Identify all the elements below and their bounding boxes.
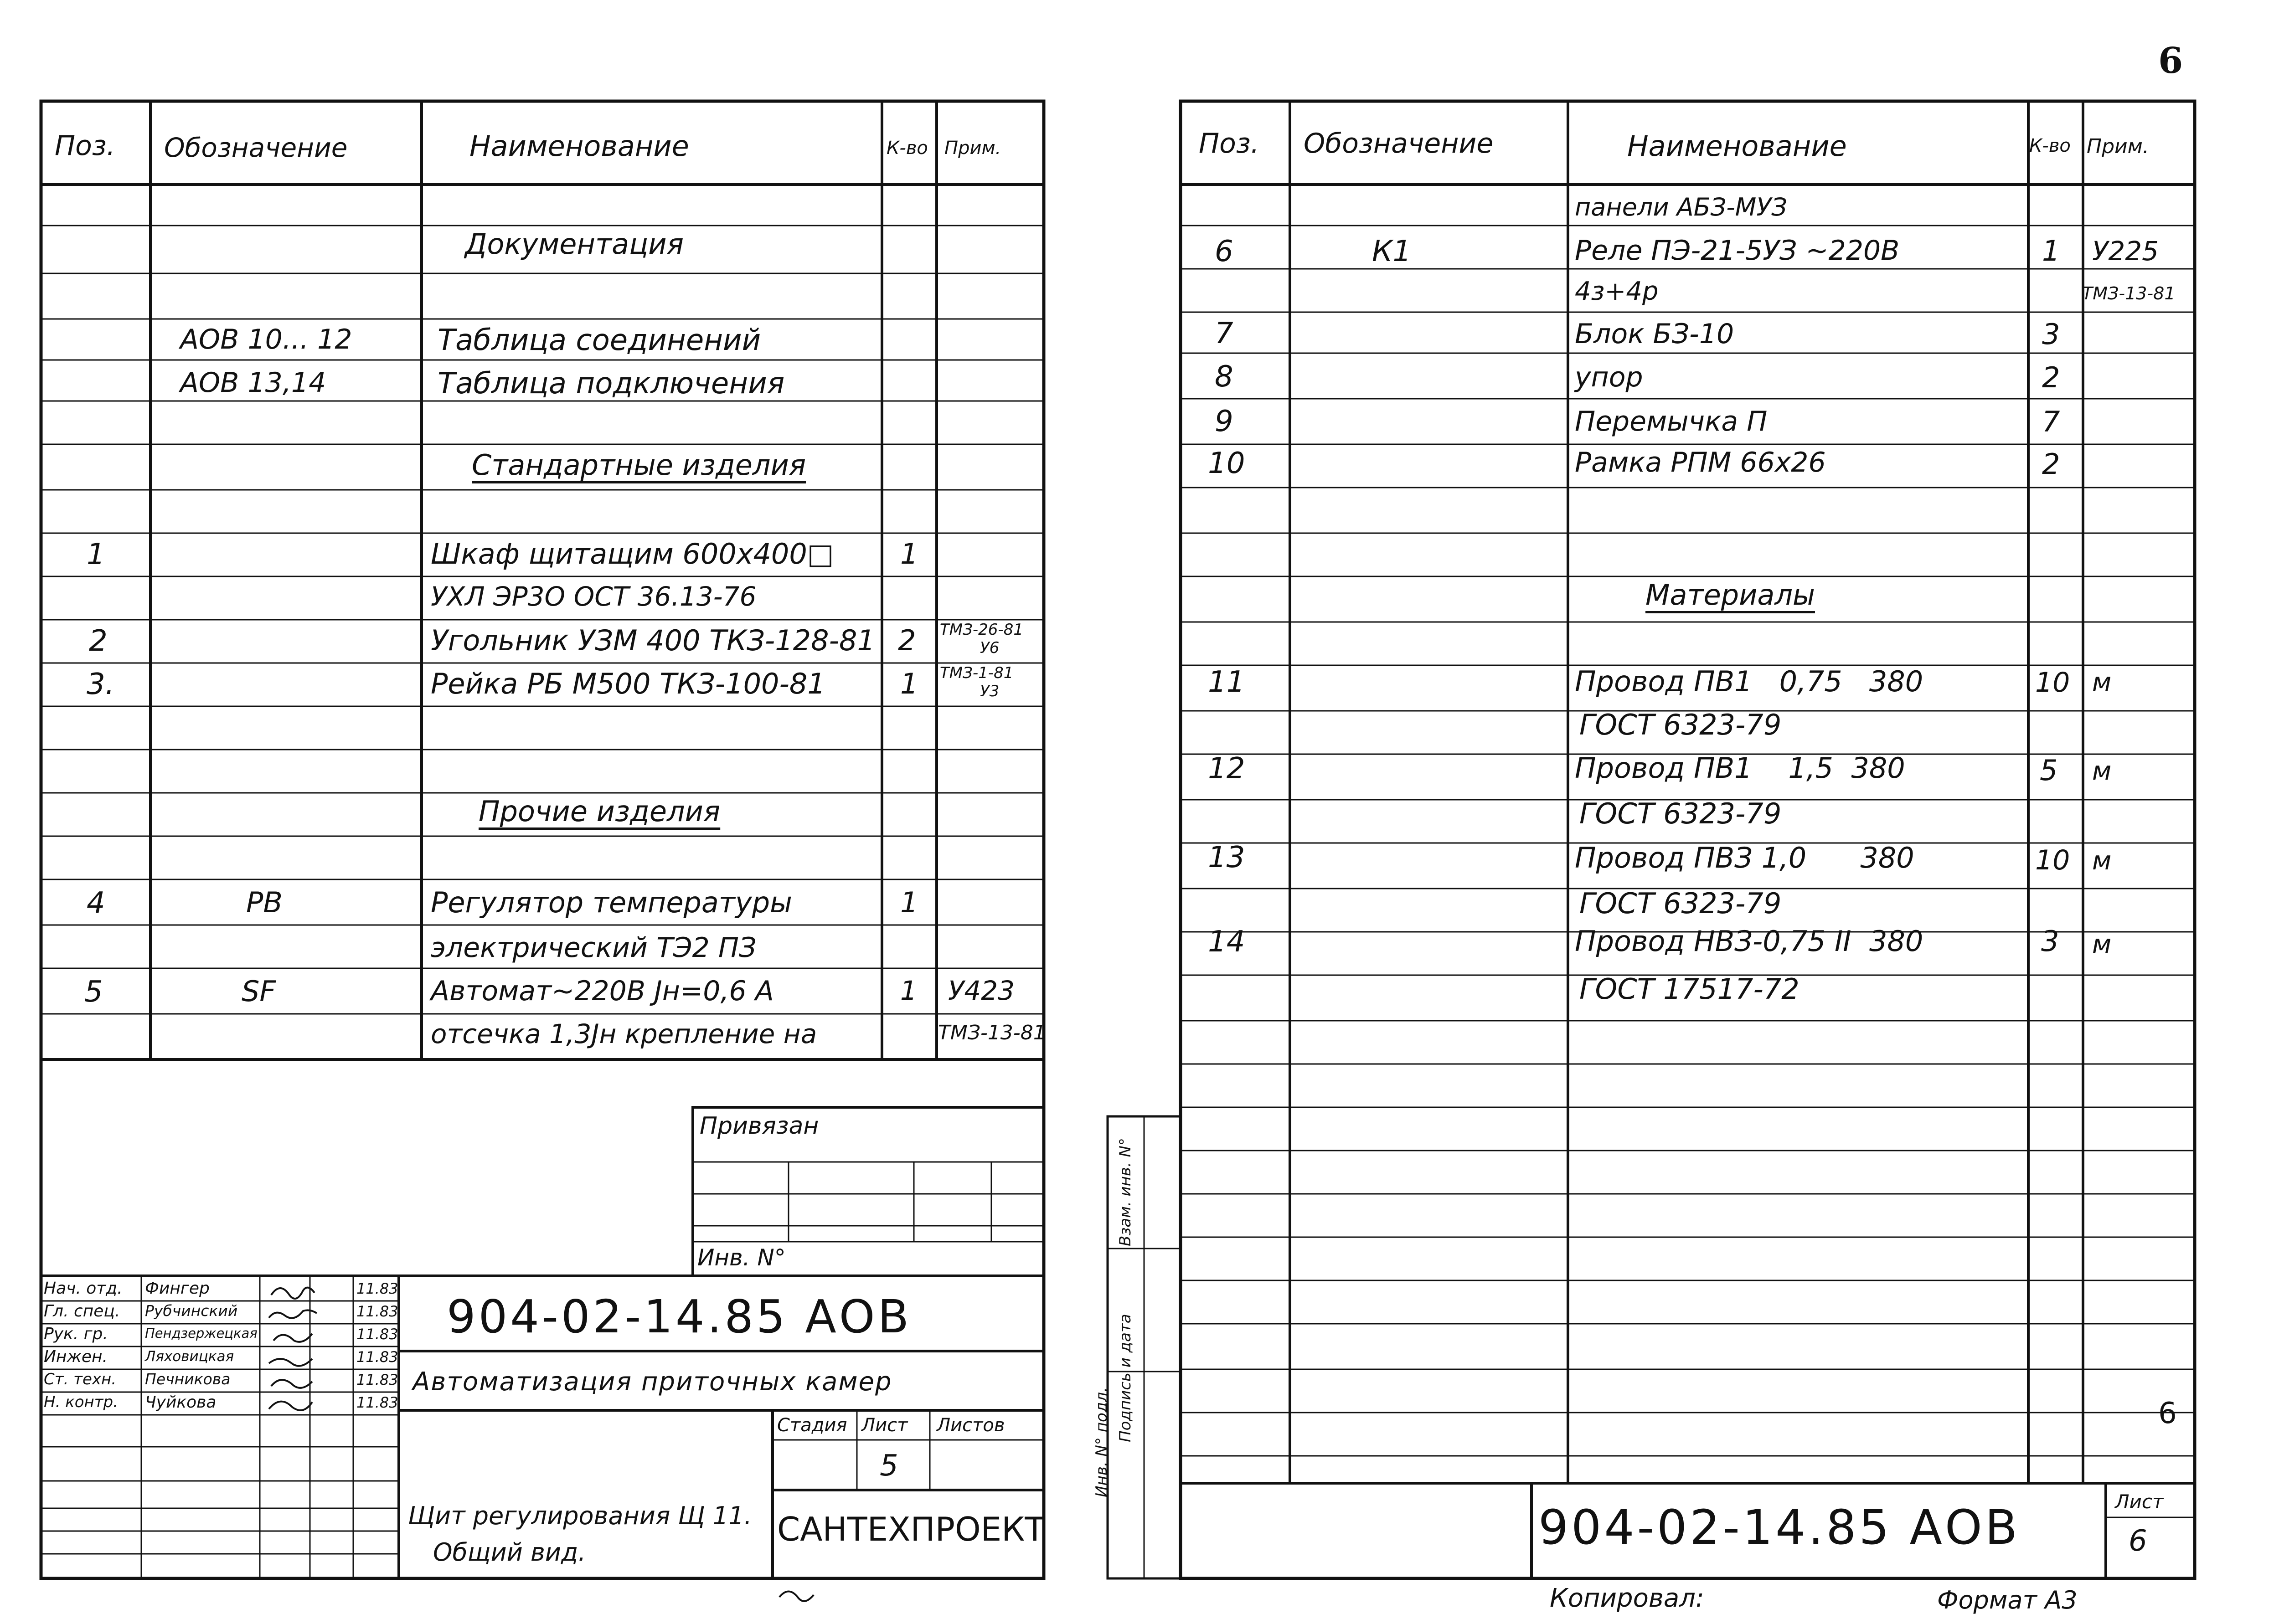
item-name: Провод ПВ1 0,75 380 [1575,665,1923,698]
person-date: 11.83 [356,1348,398,1366]
item-name: Угольник УЗМ 400 ТКЗ-128-81 [431,624,875,657]
item-name: ГОСТ 6323-79 [1579,708,1782,741]
item-name: панели АБЗ-МУЗ [1575,193,1787,221]
item-name: ГОСТ 6323-79 [1579,887,1782,920]
person-date: 11.83 [356,1394,398,1411]
person-date: 11.83 [356,1303,398,1320]
doc-name: Таблица соединений [438,324,761,357]
item-pos: 14 [1208,925,1245,959]
person-role: Рук. гр. [44,1325,108,1343]
item-name: Реле ПЭ-21-5УЗ ~220В [1575,235,1900,267]
item-qty: 1 [900,886,918,919]
item-pos: 11 [1208,665,1245,699]
item-note: м [2092,930,2112,959]
item-pos: 6 [1215,235,1233,268]
item-note: м [2092,668,2112,697]
header-designation: Обозначение [164,132,348,163]
organization-name: САНТЕХПРОЕКТ [777,1510,1045,1548]
item-qty: 3 [2041,925,2059,958]
header-qty: К-во [887,138,928,159]
drawing-title-line2: Общий вид. [433,1538,586,1567]
item-pos: 13 [1208,841,1245,874]
doc-designation: АОВ 10... 12 [180,324,352,355]
item-name: Перемычка П [1575,406,1768,437]
person-name: Пендзержецкая [145,1326,258,1341]
item-pos: 3. [87,668,115,701]
item-qty: 1 [900,537,918,570]
drawing-code-right: 904-02-14.85 АОВ [1538,1500,2021,1555]
item-name: Регулятор температуры [431,886,793,919]
section-materials: Материалы [1645,578,1815,612]
inv-label: Инв. N° [697,1244,786,1271]
item-name: отсечка 1,3Jн крепление на [431,1018,817,1049]
person-date: 11.83 [356,1371,398,1388]
item-note: У423 [948,975,1015,1006]
item-qty: 10 [2035,667,2070,699]
item-name: Провод ПВ1 1,5 380 [1575,751,1905,785]
format-label: Формат А3 [1937,1586,2078,1614]
item-note: м [2092,756,2112,786]
header-pos: Поз. [1199,128,1259,159]
item-note-extra: У3 [980,682,1000,700]
item-name: Рамка РПМ 66х26 [1575,447,1826,478]
item-qty: 1 [900,975,917,1006]
item-note: ТМЗ-13-81 [2082,283,2176,303]
item-name: Рейка РБ М500 ТКЗ-100-81 [431,667,825,700]
header-name: Наименование [1627,129,1847,163]
item-designation: РВ [246,886,283,919]
item-pos: 9 [1215,405,1233,438]
item-designation: К1 [1372,235,1412,268]
item-note-extra: У6 [980,639,1000,657]
section-standard-items: Стандартные изделия [472,448,806,482]
header-designation: Обозначение [1304,128,1494,159]
person-role: Ст. техн. [44,1370,117,1388]
drawing-code: 904-02-14.85 АОВ [447,1290,912,1343]
person-name: Ляховицкая [145,1348,234,1365]
item-qty: 3 [2042,318,2060,351]
item-note: ТМЗ-13-81 [938,1021,1046,1044]
sheet-value-right: 6 [2129,1524,2147,1558]
item-name: упор [1575,361,1643,393]
header-pos: Поз. [55,130,115,162]
item-pos: 4 [87,886,105,920]
person-name: Чуйкова [145,1393,217,1412]
item-qty: 5 [2040,754,2058,787]
item-qty: 7 [2042,405,2060,438]
header-note: Прим. [2087,135,2149,158]
item-pos: 5 [84,975,103,1009]
item-qty: 1 [2042,234,2060,267]
person-date: 11.83 [356,1280,398,1297]
section-documentation: Документация [465,227,684,261]
item-qty: 1 [900,667,918,700]
header-qty: К-во [2029,135,2071,156]
person-name: Фингер [145,1279,210,1298]
item-name: ГОСТ 17517-72 [1579,972,1799,1006]
item-qty: 10 [2035,844,2070,876]
item-pos: 10 [1208,447,1245,480]
item-note: У225 [2092,236,2159,267]
item-pos: 8 [1215,360,1233,394]
doc-designation: АОВ 13,14 [180,367,326,399]
person-name: Рубчинский [145,1302,238,1320]
person-role: Гл. спец. [44,1302,120,1321]
side-label-signature-date: Подпись и дата [1116,1314,1134,1442]
page-number: 6 [2158,40,2183,82]
item-name: Шкаф щитащим 600х400□ [431,537,834,570]
stage-label: Стадия [777,1415,847,1436]
item-pos: 12 [1208,752,1245,786]
item-name: 4з+4р [1575,277,1659,306]
header-note: Прим. [944,138,1001,159]
person-role: Нач. отд. [44,1279,123,1298]
item-pos: 2 [89,624,108,658]
item-designation: SF [242,975,276,1008]
item-note: ТМЗ-26-81 [940,621,1023,639]
copied-by-label: Копировал: [1550,1583,1704,1613]
item-qty: 2 [2042,447,2060,481]
item-note: ТМЗ-1-81 [940,664,1014,682]
sheet-marker: 6 [2158,1397,2177,1430]
sheet-label: Лист [861,1415,908,1436]
item-name: электрический ТЭ2 ПЗ [431,932,757,964]
person-date: 11.83 [356,1326,398,1343]
bound-label: Привязан [700,1112,819,1140]
item-qty: 2 [898,624,916,657]
drawing-title-line1: Щит регулирования Щ 11. [408,1501,752,1530]
project-title: Автоматизация приточных камер [412,1367,892,1397]
person-role: Инжен. [44,1347,108,1366]
person-name: Печникова [145,1370,231,1388]
item-note: м [2092,846,2112,876]
item-name: Провод ПВЗ 1,0 380 [1575,841,1914,874]
item-name: УХЛ ЭР3О ОСТ 36.13-76 [431,581,757,612]
item-name: Блок БЗ-10 [1575,318,1734,350]
side-label-replaced-inv: Взам. инв. N° [1116,1138,1134,1246]
section-other-items: Прочие изделия [479,795,721,828]
sheet-label-right: Лист [2115,1490,2164,1513]
sheets-label: Листов [937,1415,1005,1436]
item-pos: 7 [1215,317,1233,350]
item-pos: 1 [87,538,105,571]
person-role: Н. контр. [44,1393,118,1411]
item-qty: 2 [2042,361,2060,394]
item-name: Автомат~220В Jн=0,6 А [431,975,774,1007]
doc-name: Таблица подключения [438,367,785,401]
side-label-original-inv: Инв. N° подл. [1093,1387,1111,1497]
item-name: Провод НВЗ-0,75 II 380 [1575,925,1923,958]
item-name: ГОСТ 6323-79 [1579,797,1782,830]
header-name: Наименование [469,129,689,163]
sheet-value: 5 [880,1449,898,1483]
